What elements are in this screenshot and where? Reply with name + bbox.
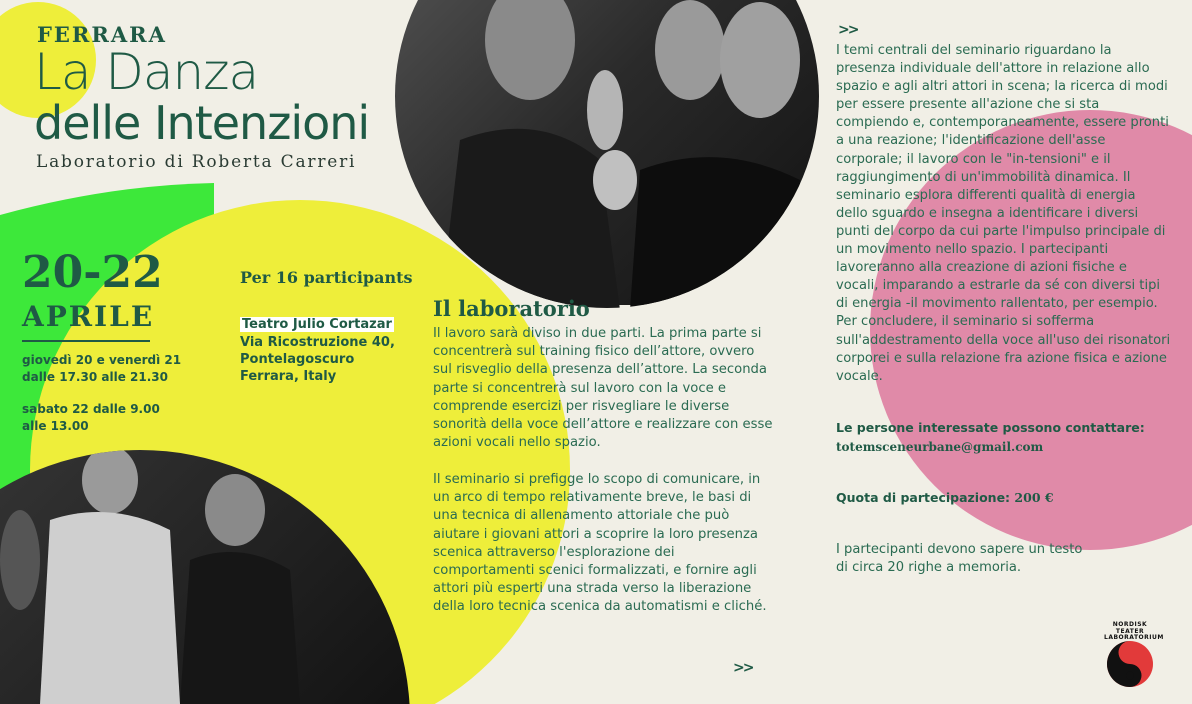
venue-street: Via Ricostruzione 40, — [240, 335, 395, 350]
contact-label: Le persone interessate possono contattare: — [836, 420, 1145, 435]
title-line-2: delle Intenzioni — [34, 96, 370, 150]
laboratorio-paragraph-1: Il lavoro sarà diviso in due parti. La prima parte si concentrerà sul training fisico dell’attore, ovvero sul risveglio della presenza dell’attore. La seconda parte si concentrerà sul lavoro con la voce e comprende esercizi per risvegliare le diverse sonorità della voce dell’attore e realizzare con esse azioni vocali nello spazio. — [433, 326, 773, 451]
venue-name: Teatro Julio Cortazar — [242, 317, 392, 332]
city-heading: FERRARA — [37, 22, 167, 47]
date-range: 20-22 — [22, 247, 163, 298]
venue-city: Ferrara, Italy — [240, 369, 337, 384]
venue-district: Pontelagoscuro — [240, 352, 355, 367]
date-divider — [22, 340, 150, 342]
memory-requirement: I partecipanti devono sapere un testo di circa 20 righe a memoria. — [836, 542, 1083, 576]
title-line-1: La Danza — [34, 43, 259, 101]
subtitle: Laboratorio di Roberta Carreri — [36, 152, 357, 172]
participants-count: Per 16 participants — [240, 268, 413, 287]
next-page-icon[interactable]: >> — [733, 660, 753, 676]
yin-yang-logo-icon — [1106, 640, 1154, 688]
laboratorio-paragraph-2: Il seminario si prefigge lo scopo di comunicare, in un arco di tempo relativamente breve, le basi di una tecnica di allenamento attoriale che può aiutare i giovani attori a scoprire la loro presenza scenica attraverso l'esplorazione dei comportamenti scenici formalizzati, e fornire agli attori più esperti una strada verso la liberazione della loro tecnica scenica da automatismi e cliché. — [433, 472, 767, 615]
schedule-saturday: sabato 22 dalle 9.00 alle 13.00 — [22, 402, 160, 433]
date-month: APRILE — [22, 300, 155, 333]
seminar-description: I temi centrali del seminario riguardano la presenza individuale dell'attore in relazione allo spazio e agli altri attori in scena; la ricerca di modi per essere presente all'azione che si sta compiendo e, contemporaneamente, essere pronti a una reazione; l'identificazione dell'asse corporale; il lavoro con le "in-tensioni" e il raggiungimento di un'immobilità dinamica. Il seminario esplora differenti qualità di energia dello sguardo e insegna a identificare i diversi punti del corpo da cui parte l'impulso principale di un movimento nello spazio. I partecipanti lavoreranno alla creazione di azioni fisiche e vocali, imparando a estrarle da sé con diversi tipi di energia -il movimento rallentato, per esempio. Per concludere, il seminario si sofferma sull'addestramento della voce all'uso dei risonatori corporei e sulla relazione fra azione fisica e azione vocale. — [836, 43, 1171, 384]
fee-label: Quota di partecipazione: — [836, 490, 1011, 505]
double-chevron-icon: >> — [838, 22, 858, 38]
fee-value: 200 € — [1014, 490, 1054, 505]
schedule-weekdays: giovedì 20 e venerdì 21 dalle 17.30 alle 21.30 — [22, 353, 182, 384]
laboratorio-title: Il laboratorio — [433, 296, 590, 321]
contact-email-link[interactable]: totemsceneurbane@gmail.com — [836, 440, 1044, 454]
fee-row — [836, 490, 1054, 505]
logo-label: NORDISK TEATER LABORATORIUM — [1104, 621, 1164, 641]
